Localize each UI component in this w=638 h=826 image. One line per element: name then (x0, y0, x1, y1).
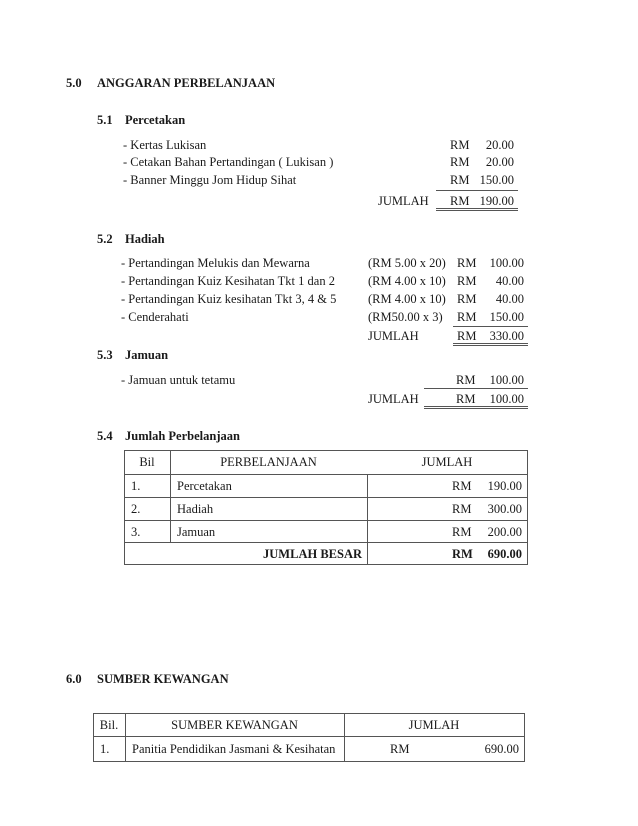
row-source: Panitia Pendidikan Jasmani & Kesihatan (132, 742, 336, 756)
currency-label: RM (452, 547, 473, 561)
currency-label: RM (452, 502, 472, 516)
grand-total-amount: 690.00 (487, 547, 522, 561)
currency-label: RM (450, 155, 470, 169)
total-label: JUMLAH (368, 329, 419, 343)
row-item: Percetakan (177, 479, 232, 493)
subsection-number: 5.3 (97, 348, 113, 362)
calculation: (RM50.00 x 3) (368, 310, 443, 324)
column-header-bil: Bil (139, 455, 155, 469)
sum-rule (424, 388, 528, 389)
total-double-rule (424, 406, 528, 409)
amount: 150.00 (479, 173, 514, 187)
currency-label: RM (452, 479, 472, 493)
amount: 40.00 (495, 292, 524, 306)
list-item: - Pertandingan Kuiz Kesihatan Tkt 1 dan 2 (121, 274, 335, 288)
currency-label: RM (390, 742, 410, 756)
list-item: - Cenderahati (121, 310, 189, 324)
section-title: SUMBER KEWANGAN (97, 672, 229, 686)
column-header-bil: Bil. (99, 718, 119, 732)
currency-label: RM (450, 138, 470, 152)
section-number: 5.0 (66, 76, 82, 90)
total-amount: 100.00 (489, 392, 524, 406)
row-number: 2. (131, 502, 141, 516)
list-item: - Kertas Lukisan (123, 138, 207, 152)
calculation: (RM 4.00 x 10) (368, 292, 446, 306)
column-header-amount: JUMLAH (408, 718, 460, 732)
column-header-source: SUMBER KEWANGAN (171, 718, 298, 732)
list-item: - Banner Minggu Jom Hidup Sihat (123, 173, 297, 187)
section-number: 6.0 (66, 672, 82, 686)
total-label: JUMLAH (378, 194, 429, 208)
total-amount: 190.00 (479, 194, 514, 208)
sum-rule (436, 190, 518, 191)
row-amount: 690.00 (484, 742, 519, 756)
list-item: - Jamuan untuk tetamu (121, 373, 236, 387)
currency-label: RM (456, 373, 476, 387)
currency-label: RM (456, 392, 476, 406)
subsection-title: Jamuan (125, 348, 169, 362)
row-amount: 190.00 (487, 479, 522, 493)
calculation: (RM 4.00 x 10) (368, 274, 446, 288)
subsection-number: 5.4 (97, 429, 113, 443)
subsection-title: Jumlah Perbelanjaan (125, 429, 240, 443)
list-item: - Cetakan Bahan Pertandingan ( Lukisan ) (123, 155, 334, 169)
currency-label: RM (450, 194, 470, 208)
total-double-rule (453, 343, 528, 346)
currency-label: RM (450, 173, 470, 187)
list-item: - Pertandingan Melukis dan Mewarna (121, 256, 310, 270)
currency-label: RM (457, 292, 477, 306)
grand-total-label: JUMLAH BESAR (263, 547, 362, 561)
amount: 20.00 (485, 155, 514, 169)
subsection-number: 5.1 (97, 113, 113, 127)
amount: 40.00 (495, 274, 524, 288)
column-header-amount: JUMLAH (421, 455, 473, 469)
section-title: ANGGARAN PERBELANJAAN (97, 76, 276, 90)
calculation: (RM 5.00 x 20) (368, 256, 446, 270)
amount: 20.00 (485, 138, 514, 152)
total-double-rule (436, 208, 518, 211)
currency-label: RM (457, 256, 477, 270)
row-item: Hadiah (177, 502, 214, 516)
currency-label: RM (457, 310, 477, 324)
row-number: 3. (131, 525, 141, 539)
row-number: 1. (100, 742, 110, 756)
amount: 150.00 (489, 310, 524, 324)
currency-label: RM (457, 274, 477, 288)
amount: 100.00 (489, 373, 524, 387)
total-amount: 330.00 (489, 329, 524, 343)
total-label: JUMLAH (368, 392, 419, 406)
sum-rule (453, 326, 528, 327)
list-item: - Pertandingan Kuiz kesihatan Tkt 3, 4 & 5 (121, 292, 337, 306)
currency-label: RM (457, 329, 477, 343)
row-number: 1. (131, 479, 141, 493)
subsection-title: Hadiah (125, 232, 165, 246)
row-item: Jamuan (177, 525, 216, 539)
subsection-title: Percetakan (125, 113, 186, 127)
column-header-item: PERBELANJAAN (220, 455, 317, 469)
currency-label: RM (452, 525, 472, 539)
subsection-number: 5.2 (97, 232, 113, 246)
row-amount: 200.00 (487, 525, 522, 539)
row-amount: 300.00 (487, 502, 522, 516)
amount: 100.00 (489, 256, 524, 270)
